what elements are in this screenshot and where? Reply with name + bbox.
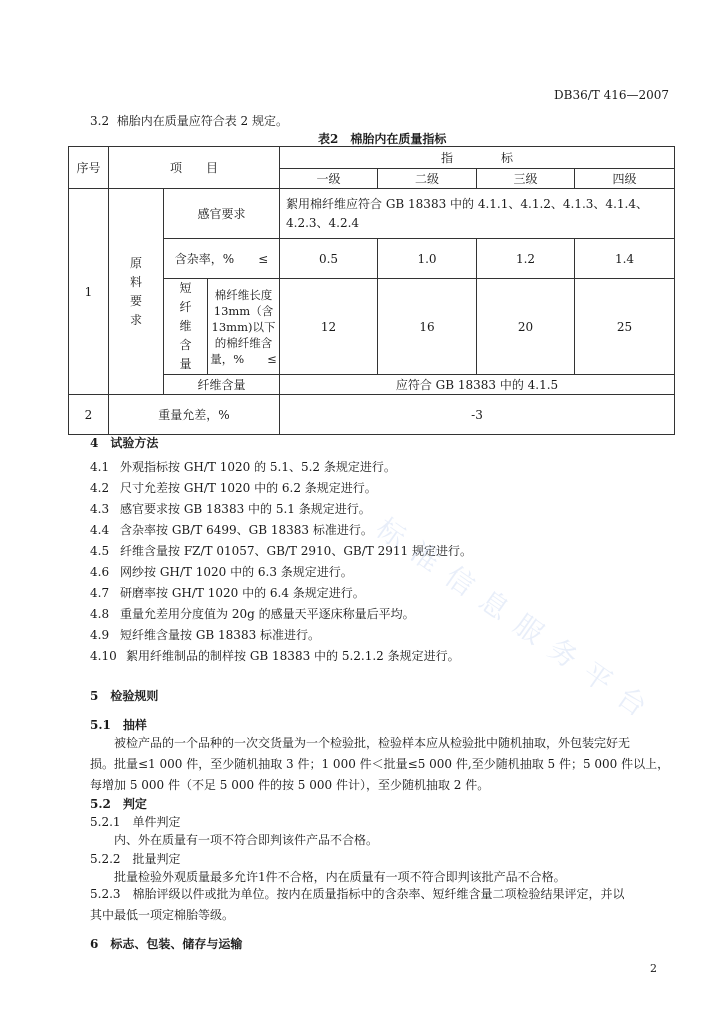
section-5-title: 5 检验规则	[90, 689, 159, 703]
sensory-label: 感官要求	[164, 189, 280, 239]
fiber-content-label: 纤维含量	[164, 375, 280, 395]
sensory-value: 絮用棉纤维应符合 GB 18383 中的 4.1.1、4.1.2、4.1.3、4.1.4、4.2.3、4.2.4	[280, 189, 675, 239]
table-caption: 表2 棉胎内在质量指标	[318, 132, 447, 146]
short-fiber-grade-3: 20	[477, 279, 575, 375]
section-6-title: 6 标志、包装、储存与运输	[90, 937, 243, 951]
impurity-grade-4: 1.4	[575, 239, 675, 279]
list-item: 4.2 尺寸允差按 GH/T 1020 中的 6.2 条规定进行。	[90, 481, 377, 495]
list-item: 4.6 网纱按 GH/T 1020 中的 6.3 条规定进行。	[90, 565, 353, 579]
fiber-content-value: 应符合 GB 18383 中的 4.1.5	[280, 375, 675, 395]
short-fiber-group: 短 纤 维 含 量	[164, 279, 208, 375]
watermark: 标准信息服务平台	[370, 511, 665, 732]
short-fiber-label: 棉纤维长度13mm（含13mm)以下的棉纤维含量，% ≤	[208, 279, 280, 375]
list-item: 4.5 纤维含量按 FZ/T 01057、GB/T 2910、GB/T 2911 规定进行。	[90, 544, 472, 558]
list-item: 4.4 含杂率按 GB/T 6499、GB 18383 标准进行。	[90, 523, 373, 537]
row2-seq: 2	[69, 395, 109, 435]
quality-index-table	[68, 146, 675, 435]
document-code: DB36/T 416—2007	[554, 88, 670, 102]
section-5-2-3: 5.2.3 棉胎评级以件或批为单位。按内在质量指标中的含杂率、短纤维含量二项检验结果评定，并以 其中最低一项定棉胎等级。	[90, 887, 625, 922]
grade-1: 一级	[280, 169, 378, 189]
section-5-1-text: 被检产品的一个品种的一次交货量为一个检验批，检验样本应从检验批中随机抽取，外包装完好无 损。批量≤1 000 件，至少随机抽取 3 件；1 000 件＜批量≤5 000 件,至少随机抽取 5 件；5 000 件以上， 每增加 5 000 件（不足 5 000 件的按 5 000 件计），至少随机抽取 2 件。	[90, 736, 670, 792]
header-item: 项 目	[109, 147, 280, 189]
page-number: 2	[650, 962, 657, 975]
list-item: 4.7 研磨率按 GH/T 1020 中的 6.4 条规定进行。	[90, 586, 365, 600]
grade-2: 二级	[378, 169, 477, 189]
list-item: 4.8 重量允差用分度值为 20g 的感量天平逐床称量后平均。	[90, 607, 415, 621]
section-5-2-1-title: 5.2.1 单件判定	[90, 815, 181, 829]
section-5-2-1-text: 内、外在质量有一项不符合即判该件产品不合格。	[114, 833, 379, 847]
clause-text: 棉胎内在质量应符合表 2 规定。	[116, 114, 288, 128]
header-seq: 序号	[69, 147, 109, 189]
clause-number: 3.2	[90, 114, 110, 128]
grade-3: 三级	[477, 169, 575, 189]
grade-4: 四级	[575, 169, 675, 189]
impurity-grade-2: 1.0	[378, 239, 477, 279]
list-item: 4.1 外观指标按 GH/T 1020 的 5.1、5.2 条规定进行。	[90, 460, 396, 474]
short-fiber-grade-2: 16	[378, 279, 477, 375]
header-index: 指 标	[280, 147, 675, 169]
impurity-grade-1: 0.5	[280, 239, 378, 279]
list-item: 4.3 感官要求按 GB 18383 中的 5.1 条规定进行。	[90, 502, 371, 516]
weight-label: 重量允差，%	[109, 395, 280, 435]
section-4-title: 4 试验方法	[90, 436, 159, 450]
section-5-2-2-title: 5.2.2 批量判定	[90, 852, 181, 866]
list-item: 4.9 短纤维含量按 GB 18383 标准进行。	[90, 628, 321, 642]
impurity-grade-3: 1.2	[477, 239, 575, 279]
section-5-2-title: 5.2 判定	[90, 797, 147, 811]
clause-3-2	[90, 112, 288, 129]
short-fiber-grade-1: 12	[280, 279, 378, 375]
row1-seq: 1	[69, 189, 109, 395]
short-fiber-grade-4: 25	[575, 279, 675, 375]
weight-value: -3	[280, 395, 675, 435]
impurity-label: 含杂率，% ≤	[164, 239, 280, 279]
list-item: 4.10 絮用纤维制品的制样按 GB 18383 中的 5.2.1.2 条规定进行。	[90, 649, 460, 663]
section-5-2-2-text: 批量检验外观质量最多允许1件不合格，内在质量有一项不符合即判该批产品不合格。	[114, 870, 566, 884]
raw-material-group: 原 料 要 求	[109, 189, 164, 395]
section-5-1-title: 5.1 抽样	[90, 718, 147, 732]
